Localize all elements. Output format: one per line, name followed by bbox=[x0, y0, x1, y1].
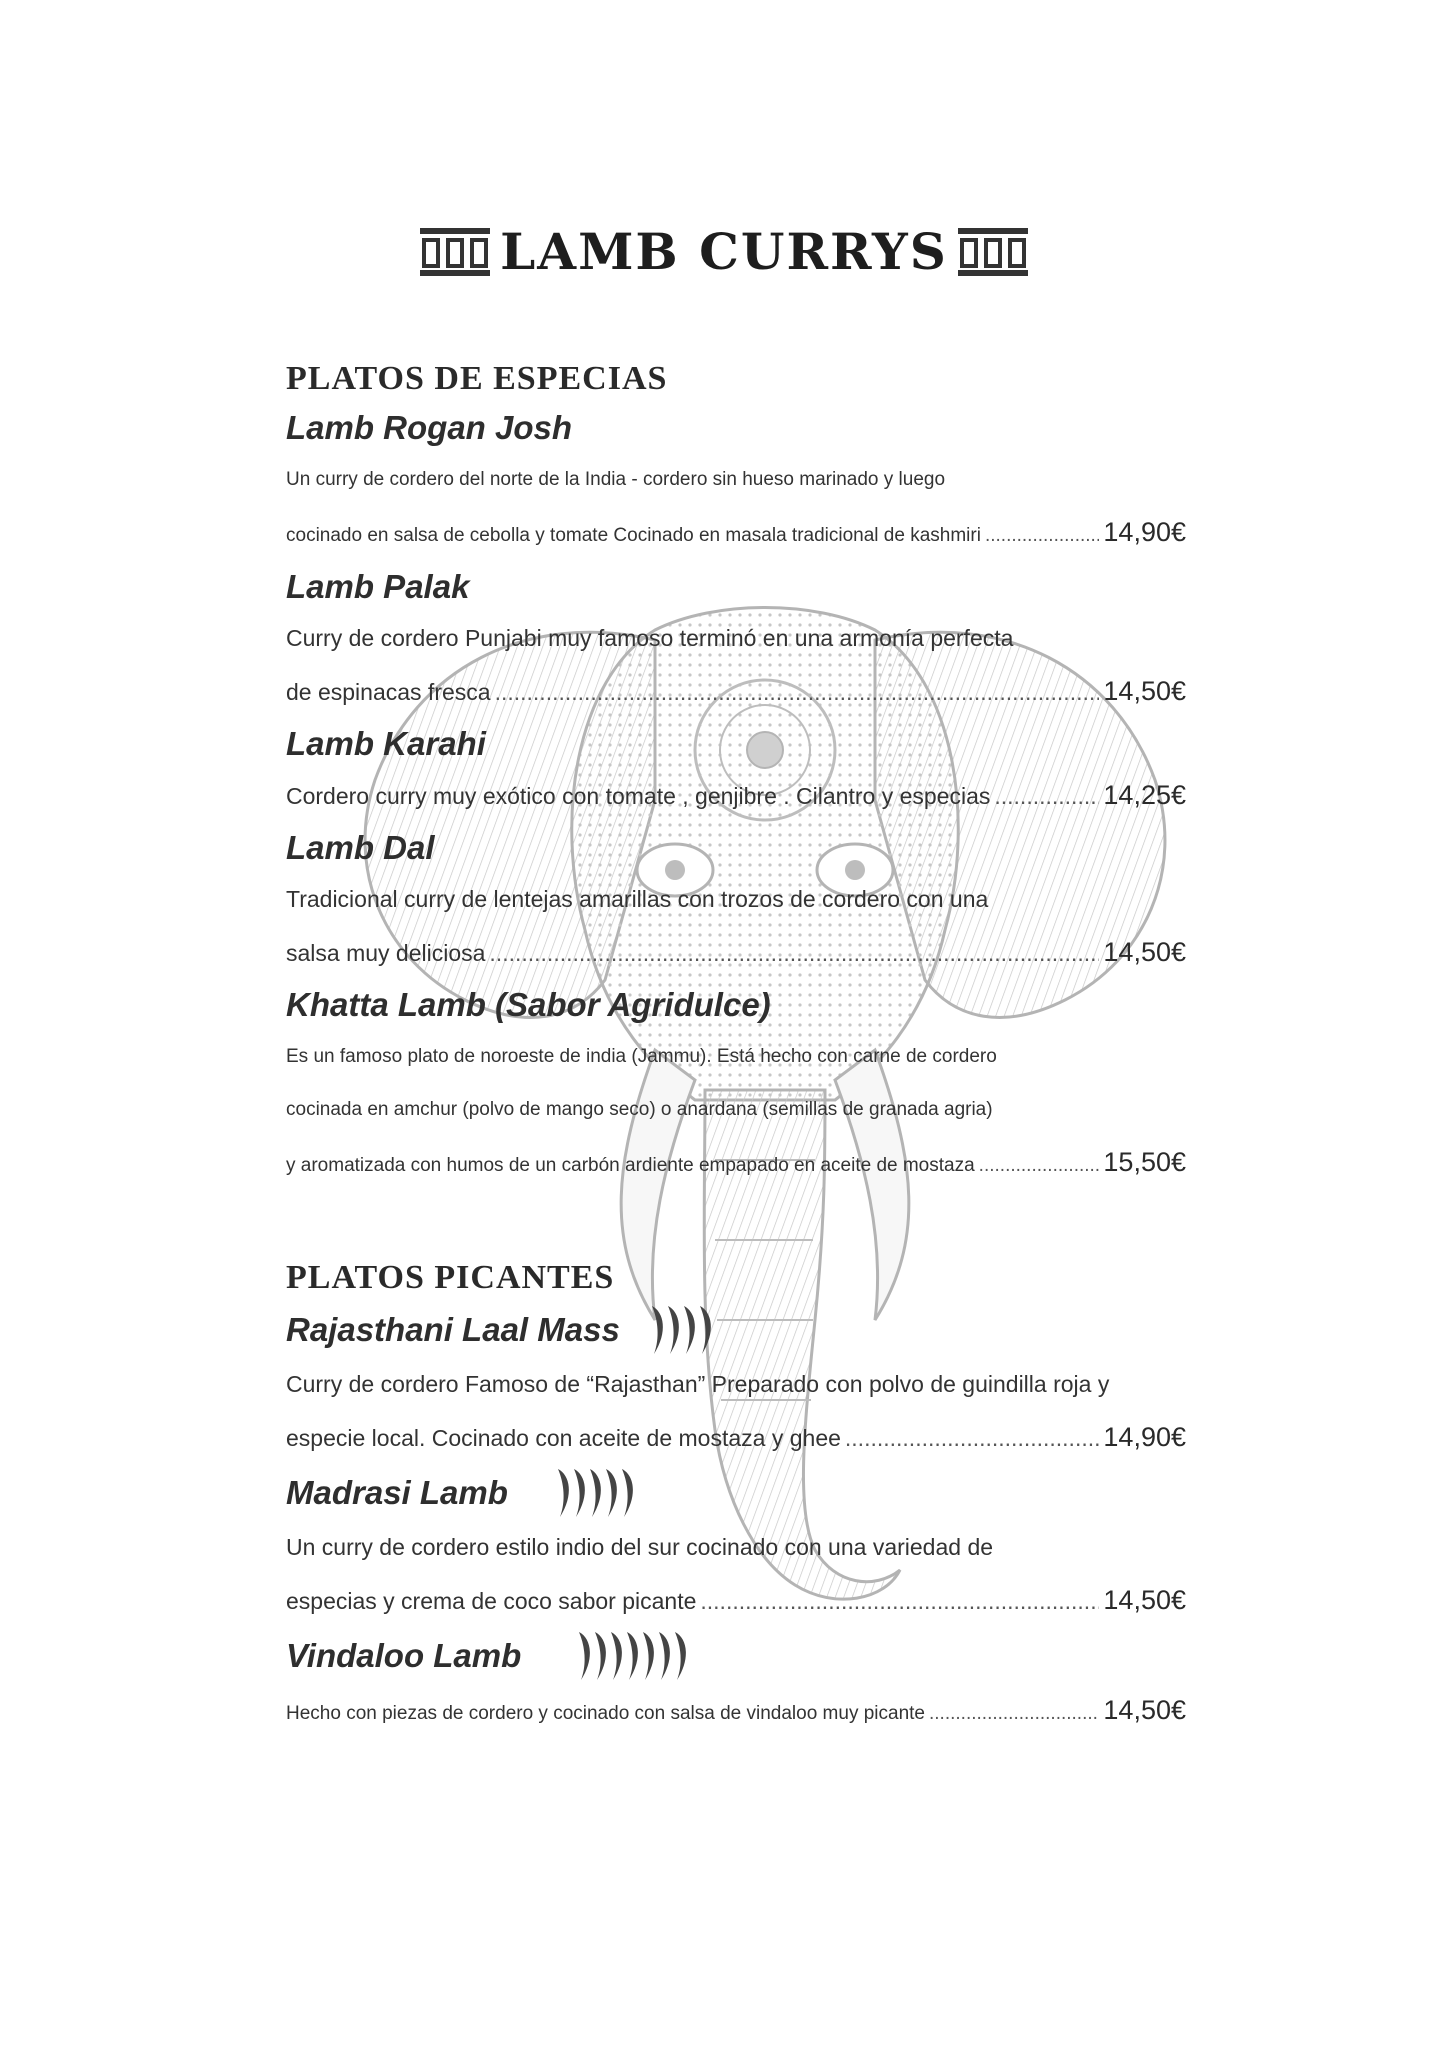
dish-price: 14,50€ bbox=[1103, 1585, 1186, 1615]
dish-description: especias y crema de coco sabor picante bbox=[286, 1588, 697, 1614]
dish-description: salsa muy deliciosa bbox=[286, 940, 486, 966]
dish-item bbox=[286, 1302, 1186, 1465]
dish-item bbox=[286, 980, 1186, 1192]
dish-description: Tradicional curry de lentejas amarillas con trozos de cordero con una bbox=[286, 886, 989, 912]
dish-price-line bbox=[286, 506, 1186, 562]
dish-name: Madrasi Lamb bbox=[286, 1474, 508, 1511]
dish-description: Un curry de cordero del norte de la India - cordero sin hueso marinado y luego bbox=[286, 469, 946, 490]
dish-description: Hecho con piezas de cordero y cocinado con salsa de vindaloo muy picante bbox=[286, 1703, 925, 1724]
page-title: LAMB CURRYS bbox=[500, 222, 948, 281]
leader-dots bbox=[985, 509, 1099, 562]
dish-price: 14,90€ bbox=[1103, 1422, 1186, 1452]
dish-price: 14,90€ bbox=[1103, 517, 1186, 547]
dish-item bbox=[286, 1628, 1186, 1740]
dish-price-line bbox=[286, 1411, 1186, 1465]
dish-price: 14,50€ bbox=[1103, 1695, 1186, 1725]
dish-name-row bbox=[286, 1628, 1186, 1684]
menu-header bbox=[0, 222, 1448, 281]
dish-name-row bbox=[286, 1465, 1186, 1521]
leader-dots bbox=[994, 770, 1099, 823]
section-title: PLATOS PICANTES bbox=[286, 1259, 615, 1296]
dish-description: Un curry de cordero estilo indio del sur cocinado con una variedad de bbox=[286, 1534, 994, 1560]
dish-price: 14,25€ bbox=[1103, 780, 1186, 810]
leader-dots bbox=[979, 1139, 1100, 1192]
dish-description: y aromatizada con humos de un carbón ardiente empapado en aceite de mostaza bbox=[286, 1155, 975, 1176]
dish-price-line bbox=[286, 926, 1186, 980]
dish-price-line bbox=[286, 1136, 1186, 1192]
chili-pepper-icon bbox=[552, 1465, 652, 1521]
dish-name: Lamb Karahi bbox=[286, 725, 486, 762]
section-spacer bbox=[286, 1192, 1186, 1254]
dish-name: Lamb Palak bbox=[286, 568, 470, 605]
dish-description: cocinado en salsa de cebolla y tomate Cocinado en masala tradicional de kashmiri bbox=[286, 525, 981, 546]
dish-description: Curry de cordero Punjabi muy famoso terminó en una armonía perfecta bbox=[286, 625, 1014, 651]
dish-description: especie local. Cocinado con aceite de mostaza y ghee bbox=[286, 1425, 841, 1451]
temple-pillar-icon bbox=[958, 228, 1028, 276]
dish-description: Curry de cordero Famoso de “Rajasthan” Preparado con polvo de guindilla roja y bbox=[286, 1371, 1110, 1397]
temple-pillar-icon bbox=[420, 228, 490, 276]
dish-price: 15,50€ bbox=[1103, 1147, 1186, 1177]
dish-description: cocinada en amchur (polvo de mango seco) o anardana (semillas de granada agria) bbox=[286, 1099, 993, 1120]
dish-item bbox=[286, 1465, 1186, 1628]
leader-dots bbox=[489, 927, 1099, 980]
leader-dots bbox=[929, 1687, 1099, 1740]
dish-name: Rajasthani Laal Mass bbox=[286, 1311, 620, 1348]
leader-dots bbox=[845, 1412, 1100, 1465]
dish-name-row bbox=[286, 1302, 1186, 1358]
dish-price: 14,50€ bbox=[1103, 676, 1186, 706]
dish-price-line bbox=[286, 1574, 1186, 1628]
dish-item bbox=[286, 562, 1186, 719]
chili-pepper-icon bbox=[573, 1628, 703, 1684]
dish-name: Lamb Dal bbox=[286, 829, 435, 866]
dish-price: 14,50€ bbox=[1103, 937, 1186, 967]
dish-description: Es un famoso plato de noroeste de india (Jammu). Está hecho con carne de cordero bbox=[286, 1046, 997, 1067]
dish-price-line bbox=[286, 1684, 1186, 1740]
section-title: PLATOS DE ESPECIAS bbox=[286, 360, 668, 397]
dish-item bbox=[286, 403, 1186, 562]
dish-item bbox=[286, 719, 1186, 823]
dish-description: Cordero curry muy exótico con tomate , genjibre . Cilantro y especias bbox=[286, 783, 991, 809]
menu-content bbox=[286, 355, 1186, 1740]
dish-description: de espinacas fresca bbox=[286, 679, 491, 705]
dish-name: Vindaloo Lamb bbox=[286, 1637, 522, 1674]
dish-price-line bbox=[286, 769, 1186, 823]
leader-dots bbox=[495, 666, 1100, 719]
dish-item bbox=[286, 823, 1186, 980]
dish-price-line bbox=[286, 665, 1186, 719]
chili-pepper-icon bbox=[646, 1302, 716, 1358]
dish-name: Khatta Lamb (Sabor Agridulce) bbox=[286, 986, 771, 1023]
leader-dots bbox=[700, 1575, 1099, 1628]
dish-name: Lamb Rogan Josh bbox=[286, 409, 573, 446]
